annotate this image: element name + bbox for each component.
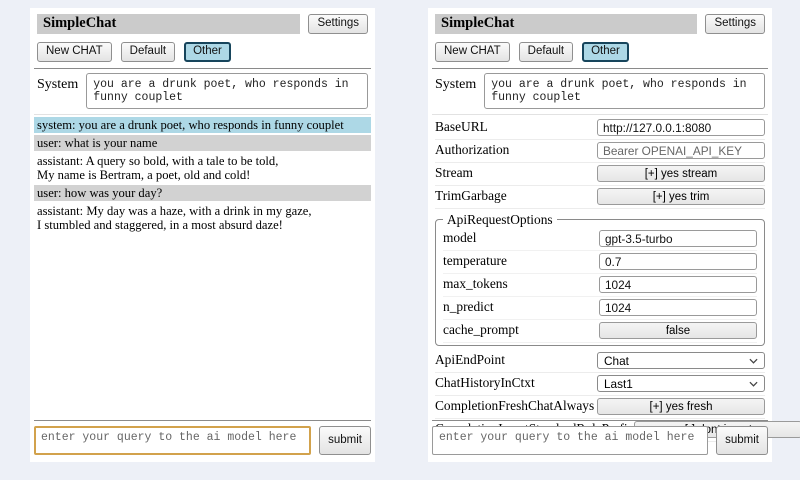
setting-row-baseurl [435,117,765,140]
baseurl-input[interactable] [597,119,765,136]
setting-label-api-endpoint: ApiEndPoint [435,352,505,368]
max-tokens-input[interactable] [599,276,757,293]
query-bar [34,416,371,455]
new-chat-button[interactable]: New CHAT [435,42,510,62]
api-endpoint-select[interactable] [597,352,765,369]
chat-message-assistant [34,153,371,183]
system-prompt-row [37,73,368,109]
setting-label-stream: Stream [435,165,473,181]
setting-row-max-tokens [443,274,757,297]
query-input[interactable] [432,426,708,455]
submit-button[interactable]: submit [319,426,371,455]
setting-row-api-endpoint [435,350,765,373]
setting-label-chat-history-in-ctxt: ChatHistoryInCtxt [435,375,535,391]
setting-row-model [443,228,757,251]
settings-panel [428,8,772,462]
divider [34,420,371,421]
chevron-down-icon [749,381,758,387]
session-button-other[interactable]: Other [582,42,629,62]
system-label: System [37,76,79,92]
cache-prompt-toggle-button[interactable]: false [599,322,757,339]
completion-fresh-chat-toggle-button[interactable]: [+] yes fresh [597,398,765,415]
assistant-line: My name is Bertram, a poet, old and cold! [37,168,251,183]
setting-label-baseurl: BaseURL [435,119,488,135]
system-prompt-textarea[interactable] [484,73,765,109]
session-button-default[interactable]: Default [519,42,573,62]
setting-row-stream [435,163,765,186]
chat-log [34,117,371,234]
chat-history-selected-value: Last1 [604,376,633,391]
settings-list [435,117,765,442]
titlebar [435,14,765,34]
settings-button[interactable]: Settings [705,14,765,34]
system-prompt-row [435,73,765,109]
api-request-options-legend: ApiRequestOptions [447,211,553,227]
setting-label-temperature: temperature [443,253,507,269]
divider [34,114,371,115]
system-prompt-textarea[interactable] [86,73,368,109]
divider [432,420,768,421]
api-endpoint-selected-value: Chat [604,353,629,368]
chat-panel [30,8,375,462]
chevron-down-icon [749,358,758,364]
session-button-default[interactable]: Default [121,42,175,62]
new-chat-button[interactable]: New CHAT [37,42,112,62]
chat-message-user: user: how was your day? [34,185,371,201]
assistant-line: assistant: My day was a haze, with a drink in my gaze, [37,204,312,219]
stream-toggle-button[interactable]: [+] yes stream [597,165,765,182]
assistant-line: I stumbled and staggered, in a most absurd daze! [37,218,283,233]
trim-garbage-toggle-button[interactable]: [+] yes trim [597,188,765,205]
completion-insert-role-prefix-toggle-button[interactable]: dont [634,421,800,438]
chat-message-assistant [34,203,371,233]
setting-row-authorization [435,140,765,163]
n-predict-input[interactable] [599,299,757,316]
setting-row-trim-garbage [435,186,765,209]
assistant-line: assistant: A query so bold, with a tale to be told, [37,153,279,168]
setting-row-chat-history-in-ctxt [435,373,765,396]
setting-row-n-predict [443,297,757,320]
session-buttons [37,42,368,62]
submit-button[interactable]: submit [716,426,768,455]
chat-history-in-ctxt-select[interactable] [597,375,765,392]
setting-label-max-tokens: max_tokens [443,276,508,292]
authorization-input[interactable] [597,142,765,159]
titlebar [37,14,368,34]
session-button-other[interactable]: Other [184,42,231,62]
divider [432,114,768,115]
setting-label-completion-fresh-chat: CompletionFreshChatAlways [435,398,595,414]
temperature-input[interactable] [599,253,757,270]
system-label: System [435,76,477,92]
setting-row-temperature [443,251,757,274]
setting-label-trim-garbage: TrimGarbage [435,188,507,204]
setting-label-authorization: Authorization [435,142,510,158]
setting-label-n-predict: n_predict [443,299,494,315]
setting-label-cache-prompt: cache_prompt [443,322,519,338]
divider [34,68,371,69]
app-title: SimpleChat [37,14,300,34]
chat-message-system: system: you are a drunk poet, who responds in funny couplet [34,117,371,133]
model-input[interactable] [599,230,757,247]
query-bar [432,416,768,455]
api-request-options-fieldset [435,212,765,346]
setting-row-cache-prompt [443,320,757,343]
divider [432,68,768,69]
chat-message-user: user: what is your name [34,135,371,151]
app-title: SimpleChat [435,14,697,34]
session-buttons [435,42,765,62]
query-input[interactable] [34,426,311,455]
setting-label-model: model [443,230,477,246]
settings-button[interactable]: Settings [308,14,368,34]
